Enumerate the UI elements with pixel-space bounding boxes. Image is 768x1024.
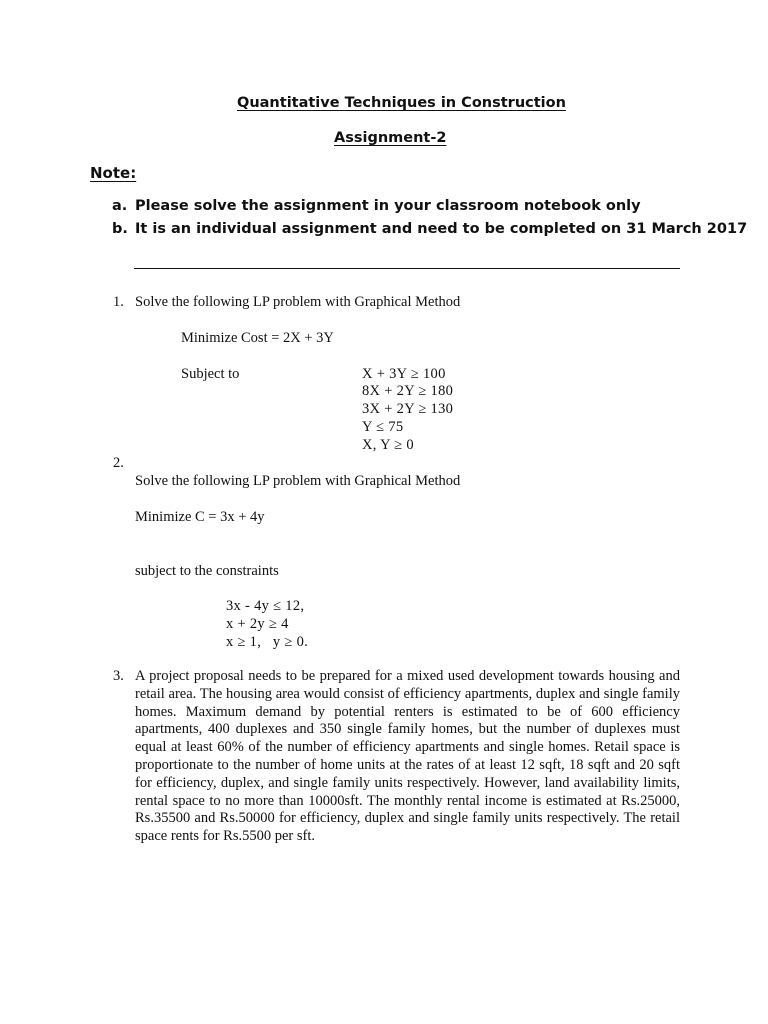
note-item-a: Please solve the assignment in your classroom notebook only [135,198,641,214]
q2-objective: Minimize C = 3x + 4y [135,509,265,525]
note-label: Note: [90,164,137,182]
q1-constraint: X, Y ≥ 0 [362,437,414,453]
q2-constraint: 3x - 4y ≤ 12, [226,598,305,614]
assignment-heading: Assignment-2 [334,130,447,146]
note-item-b: It is an individual assignment and need to be completed on 31 March 2017 [135,221,748,237]
q1-subject-to: Subject to [181,366,240,382]
q3-paragraph: A project proposal needs to be prepared for a mixed used development towards housing and retail area. The housing area would consist of efficiency apartments, duplex and single family homes. Maximum demand by potential renters is estimated to be of 600 efficiency apartments, 400 duplexes and 350 single family homes, but the number of duplexes must equal at least 60% of the number of efficiency apartments and single homes. Retail space is proportionate to the number of home units at the rates of at least 12 sqft, 18 sqft and 20 sqft for efficiency, duplex, and single family units respectively. However, land availability limits, rental space to no more than 10000sft. The monthly rental income is estimated at Rs.25000, Rs.35500 and Rs.50000 for efficiency, duplex and single family units respectively. The retail space rents for Rs.5500 per sft. [135,668,680,845]
horizontal-rule [134,268,680,269]
note-item-b-marker: b. [112,221,128,237]
note-item-a-marker: a. [112,198,128,214]
q3-number: 3. [113,668,124,684]
q1-prompt: Solve the following LP problem with Graphical Method [135,294,461,310]
q1-objective: Minimize Cost = 2X + 3Y [181,330,334,346]
q2-constraint: x + 2y ≥ 4 [226,616,289,632]
q1-constraint: 3X + 2Y ≥ 130 [362,401,454,417]
q2-number: 2. [113,455,124,471]
document-title: Quantitative Techniques in Construction [237,95,566,111]
q1-constraint: Y ≤ 75 [362,419,404,435]
q2-prompt: Solve the following LP problem with Graphical Method [135,473,461,489]
q1-number: 1. [113,294,124,310]
q1-constraint: 8X + 2Y ≥ 180 [362,383,454,399]
q1-constraint: X + 3Y ≥ 100 [362,366,446,382]
q2-constraint: x ≥ 1, y ≥ 0. [226,634,309,650]
q2-subject-to: subject to the constraints [135,563,279,579]
